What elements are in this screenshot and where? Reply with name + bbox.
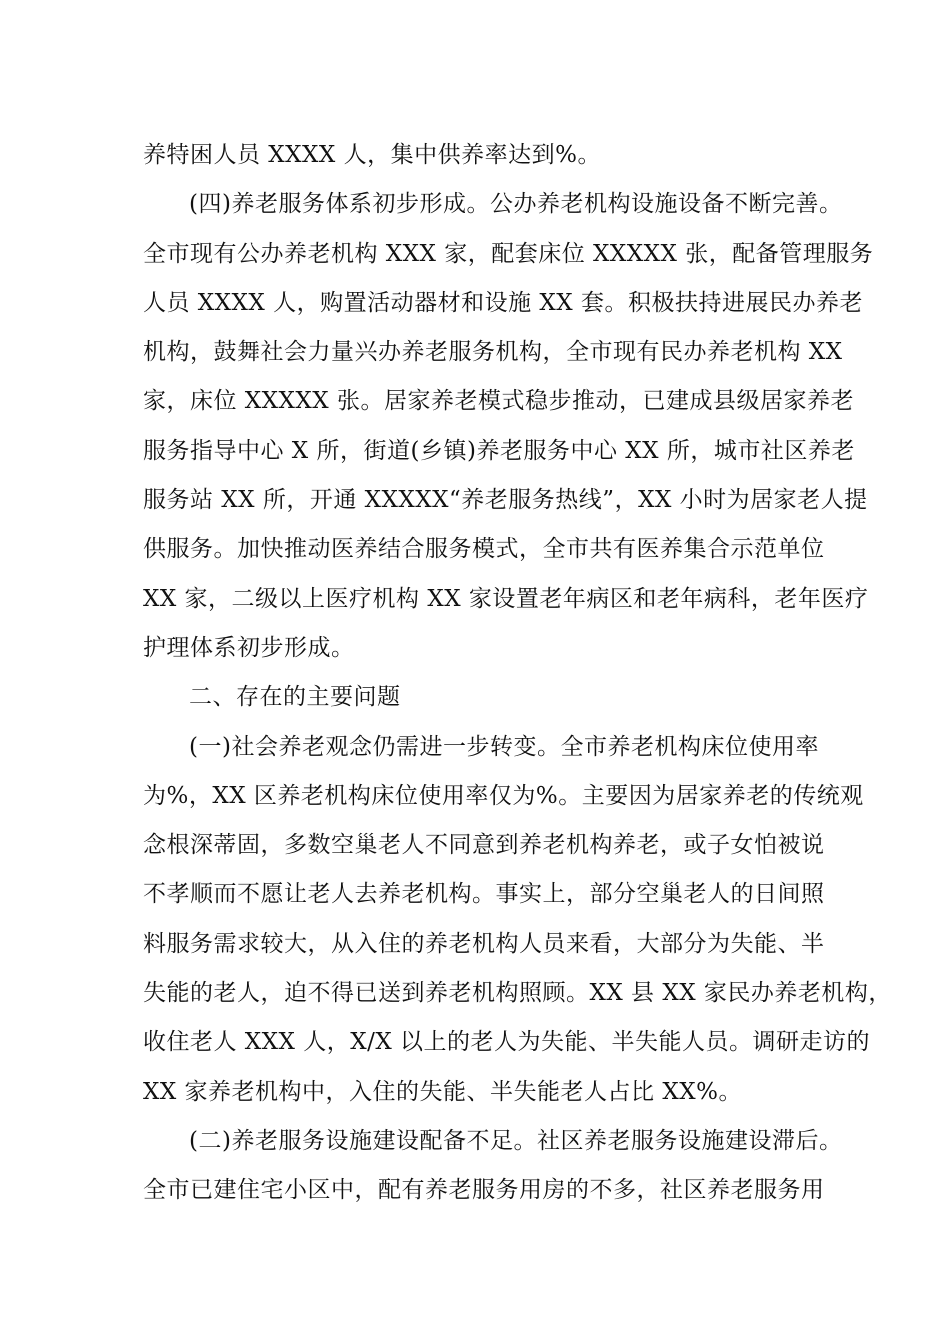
text-line: XX 家养老机构中，入住的失能、半失能老人占比 XX%。 <box>143 1078 742 1105</box>
text-line: (二)养老服务设施建设配备不足。社区养老服务设施建设滞后。 <box>189 1127 843 1154</box>
text-line: 念根深蒂固，多数空巢老人不同意到养老机构养老，或子女怕被说 <box>143 832 825 859</box>
text-line: 全市已建住宅小区中，配有养老服务用房的不多，社区养老服务用 <box>143 1177 825 1204</box>
text-line: 护理体系初步形成。 <box>143 634 355 661</box>
text-line: 为%，XX 区养老机构床位使用率仅为%。主要因为居家养老的传统观 <box>143 782 864 809</box>
text-line: 家，床位 XXXXX 张。居家养老模式稳步推动，已建成县级居家养老 <box>143 388 854 415</box>
text-line: (四)养老服务体系初步形成。公办养老机构设施设备不断完善。 <box>189 191 843 218</box>
section-heading: 二、存在的主要问题 <box>189 684 401 711</box>
document-body <box>143 131 892 1216</box>
text-line: 收住老人 XXX 人，X/X 以上的老人为失能、半失能人员。调研走访的 <box>143 1029 871 1056</box>
text-line: 机构，鼓舞社会力量兴办养老服务机构，全市现有民办养老机构 XX <box>143 339 843 366</box>
text-line: 人员 XXXX 人，购置活动器材和设施 XX 套。积极扶持进展民办养老 <box>143 289 863 316</box>
text-line: 服务指导中心 X 所，街道(乡镇)养老服务中心 XX 所，城市社区养老 <box>143 437 855 464</box>
text-line: 养特困人员 XXXX 人，集中供养率达到%。 <box>143 142 601 168</box>
text-line: 供服务。加快推动医养结合服务模式，全市共有医养集合示范单位 <box>143 536 825 563</box>
text-line: (一)社会养老观念仍需进一步转变。全市养老机构床位使用率 <box>189 733 819 760</box>
text-line: 服务站 XX 所，开通 XXXXX“养老服务热线”，XX 小时为居家老人提 <box>143 487 868 514</box>
text-line: 失能的老人，迫不得已送到养老机构照顾。XX 县 XX 家民办养老机构， <box>143 980 892 1007</box>
text-line: 全市现有公办养老机构 XXX 家，配套床位 XXXXX 张，配备管理服务 <box>143 240 874 267</box>
text-line: 料服务需求较大，从入住的养老机构人员来看，大部分为失能、半 <box>143 930 825 957</box>
text-line: XX 家，二级以上医疗机构 XX 家设置老年病区和老年病科，老年医疗 <box>143 585 869 612</box>
text-line: 不孝顺而不愿让老人去养老机构。事实上，部分空巢老人的日间照 <box>143 881 825 908</box>
